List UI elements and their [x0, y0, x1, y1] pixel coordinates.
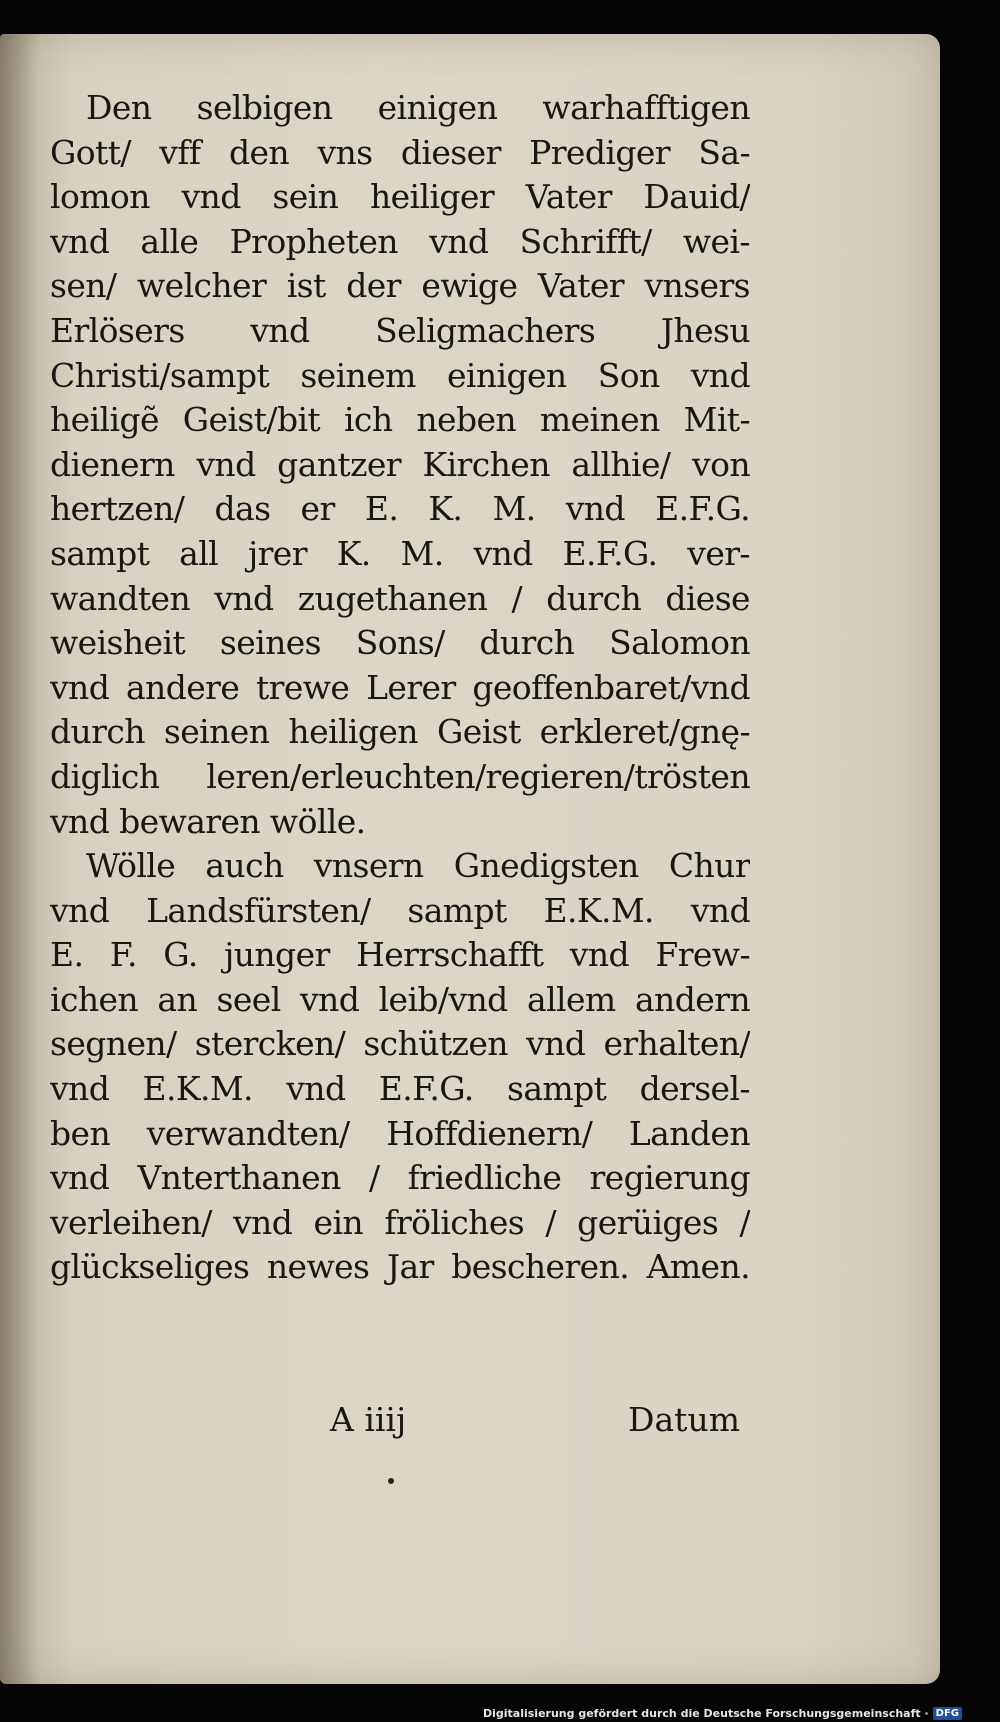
text-line: vnd Landsfürsten/ sampt E.K.M. vnd — [50, 890, 750, 930]
text-line: glückseliges newes Jar bescheren. Amen. — [50, 1247, 750, 1287]
text-line: durch seinen heiligen Geist erkleret/gnę- — [50, 712, 750, 752]
text-line: verleihen/ vnd ein fröliches / gerüiges / — [50, 1202, 750, 1242]
text-line: vnd E.K.M. vnd E.F.G. sampt dersel- — [50, 1069, 750, 1109]
text-line: Den selbigen einigen warhafftigen — [86, 88, 750, 127]
text-line: sen/ welcher ist der ewige Vater vnsers — [50, 266, 750, 306]
text-line: lomon vnd sein heiliger Vater Dauid/ — [50, 177, 750, 217]
text-line: vnd bewaren wölle. — [50, 801, 366, 841]
text-line: segnen/ stercken/ schützen vnd erhalten/ — [50, 1024, 750, 1064]
text-line: wandten vnd zugethanen / durch diese — [50, 578, 750, 618]
text-line: E. F. G. junger Herrschafft vnd Frew- — [50, 935, 750, 975]
text-line: diglich leren/erleuchten/regieren/trösten — [50, 756, 750, 796]
text-line: dienern vnd gantzer Kirchen allhie/ von — [50, 444, 750, 484]
text-line: vnd Vnterthanen / friedliche regierung — [50, 1158, 750, 1198]
gutter-shadow — [0, 34, 40, 1684]
text-line: Wölle auch vnsern Gnedigsten Chur — [86, 846, 750, 886]
text-line: hertzen/ das er E. K. M. vnd E.F.G. — [50, 489, 750, 529]
digitization-credit — [483, 1707, 962, 1721]
text-line: Erlösers vnd Seligmachers Jhesu — [50, 310, 750, 350]
page-text-block — [50, 86, 750, 1290]
text-line: heiligẽ Geist/bit ich neben meinen Mit- — [50, 400, 750, 440]
credit-text: Digitalisierung gefördert durch die Deutsche Forschungsgemeinschaft · — [482, 1706, 929, 1720]
catchword: Datum — [628, 1400, 740, 1439]
dfg-logo-badge: DFG — [933, 1707, 962, 1720]
text-line: ben verwandten/ Hoffdienern/ Landen — [50, 1113, 750, 1153]
text-line: Christi/sampt seinem einigen Son vnd — [50, 355, 750, 395]
signature-mark: A iiij — [330, 1400, 407, 1439]
text-line: ichen an seel vnd leib/vnd allem andern — [50, 979, 750, 1019]
page-footer — [330, 1400, 740, 1450]
ink-dot — [388, 1478, 394, 1484]
paragraph-1 — [50, 86, 750, 844]
text-line: weisheit seines Sons/ durch Salomon — [50, 623, 750, 663]
text-line: vnd alle Propheten vnd Schrifft/ wei- — [50, 221, 750, 261]
text-line: sampt all jrer K. M. vnd E.F.G. ver- — [50, 533, 750, 573]
text-line: Gott/ vff den vns dieser Prediger Sa- — [50, 132, 750, 172]
text-line: vnd andere trewe Lerer geoffenbaret/vnd — [50, 667, 750, 707]
paragraph-2 — [50, 844, 750, 1290]
